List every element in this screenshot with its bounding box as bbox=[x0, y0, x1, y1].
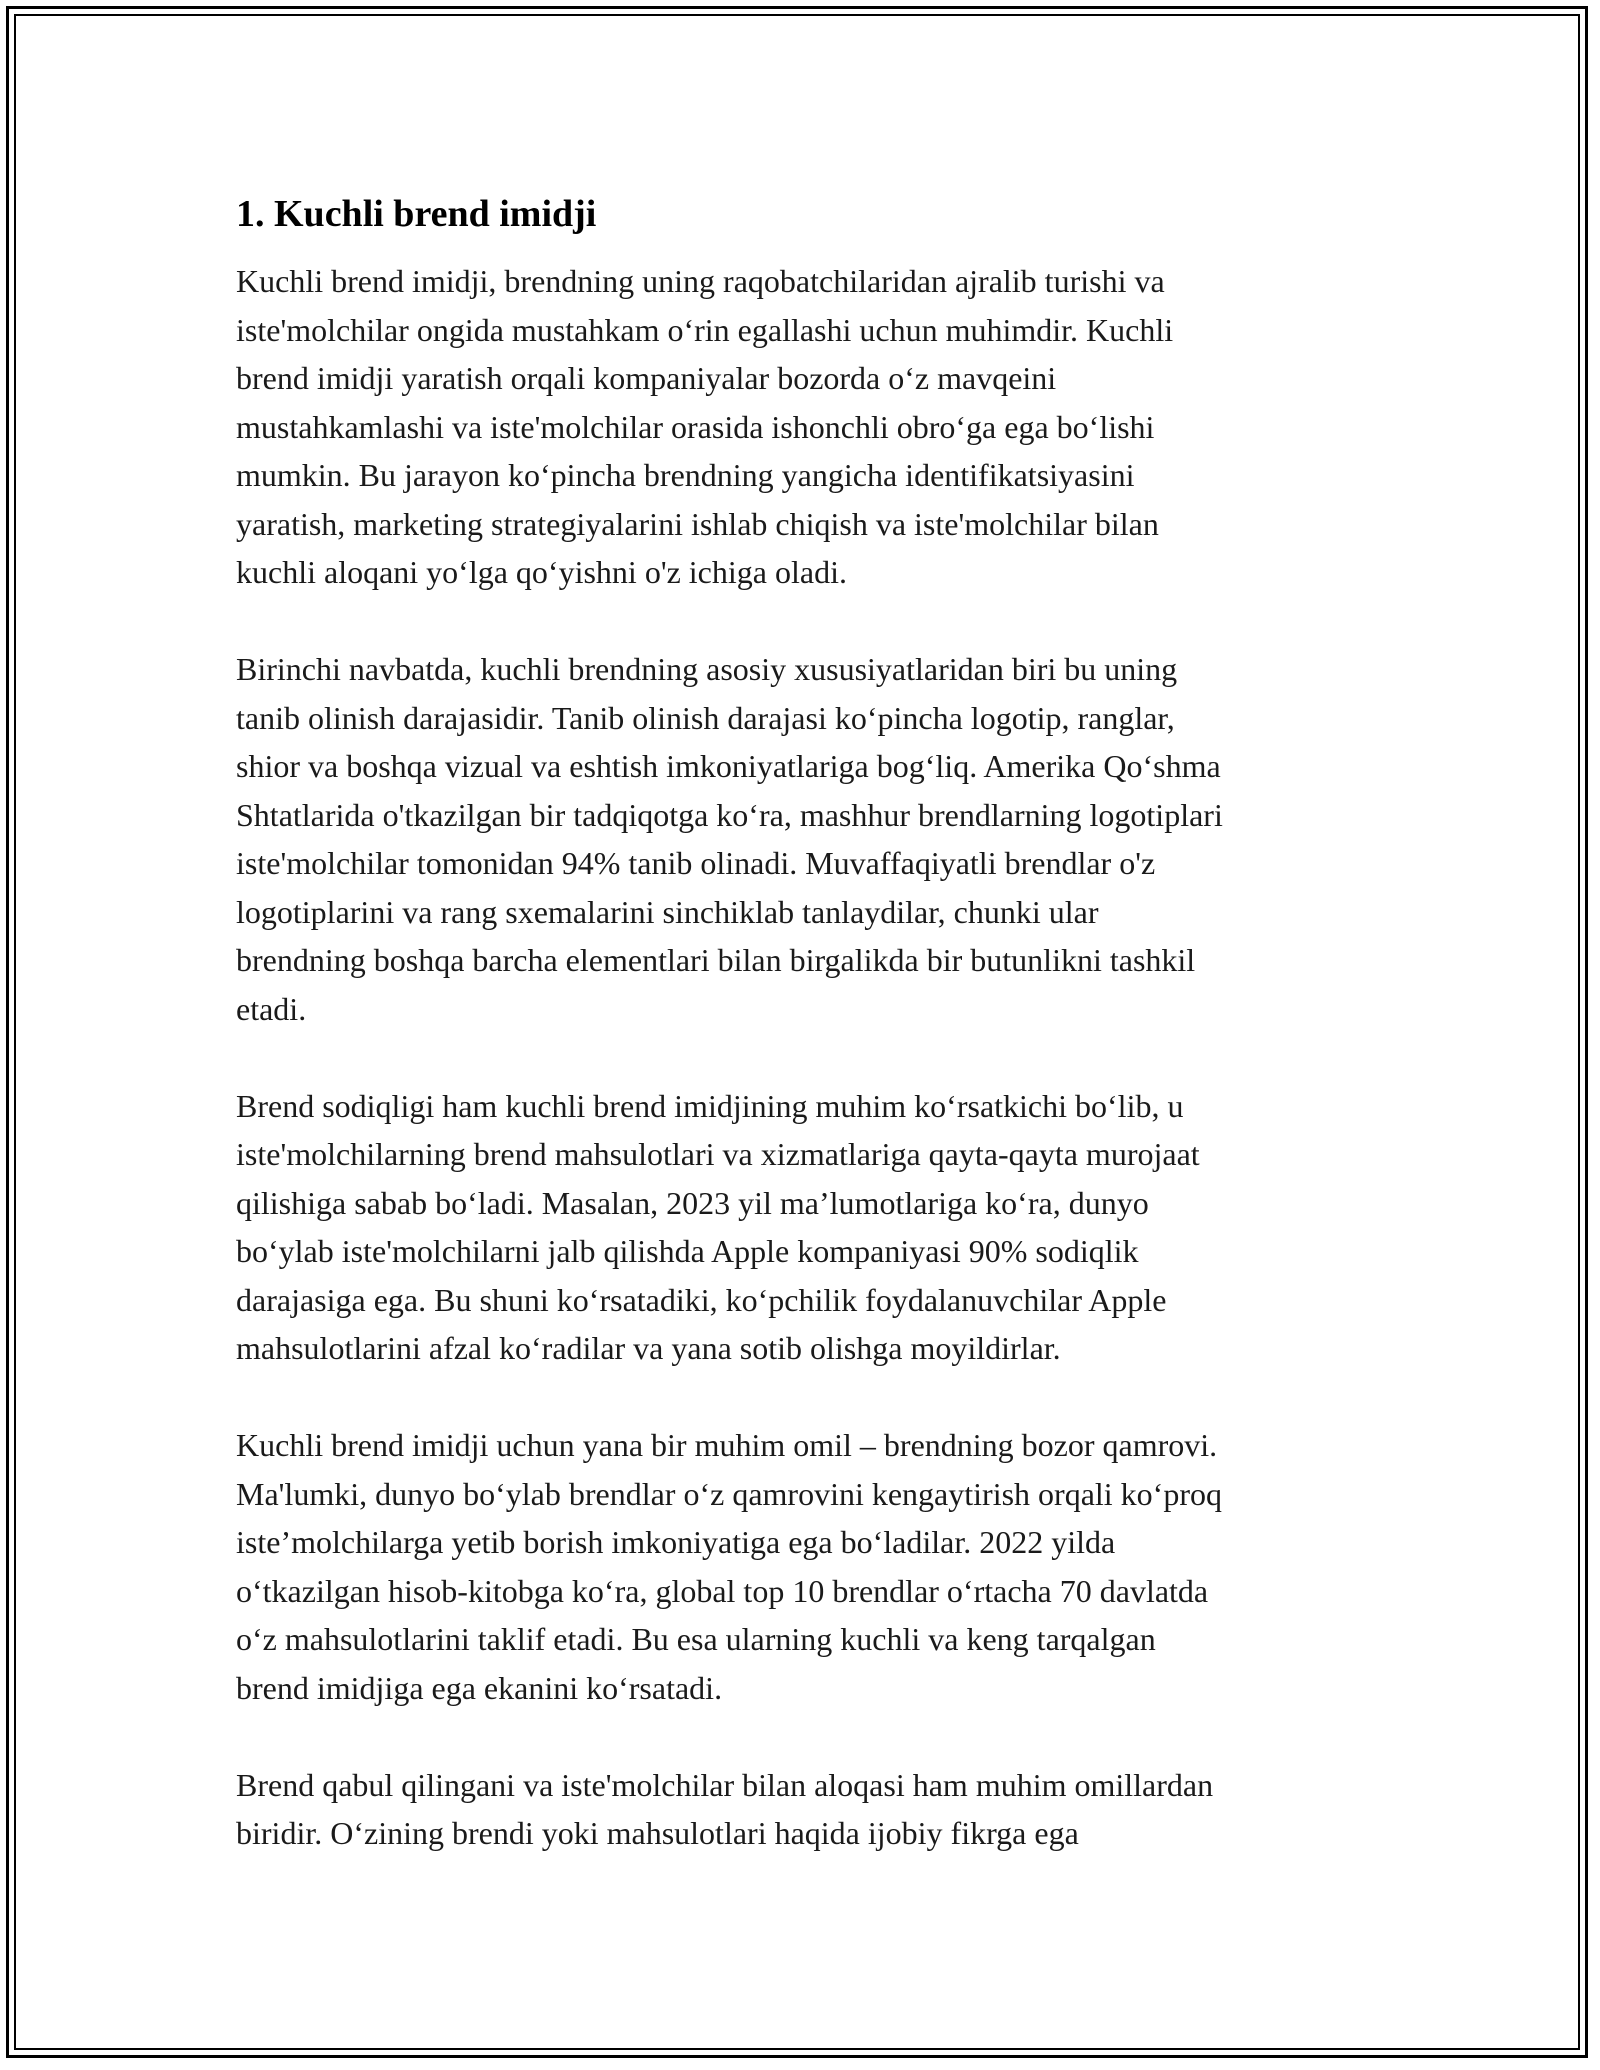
section-heading: 1. Kuchli brend imidji bbox=[236, 193, 597, 235]
paragraph-market-reach: Kuchli brend imidji uchun yana bir muhim omil – brendning bozor qamrovi. Ma'lumki, dunyo bo‘ylab brendlar o‘z qamrovini kengaytirish orqali ko‘proq iste’molchilarga yetib borish imkoniyatiga ega bo‘ladilar. 2022 yilda o‘tkazilgan hisob-kitobga ko‘ra, global top 10 brendlar o‘rtacha 70 davlatda o‘z mahsulotlarini taklif etadi. Bu esa ularning kuchli va keng tarqalgan brend imidjiga ega ekanini ko‘rsatadi. bbox=[236, 1427, 1222, 1706]
document-body bbox=[236, 185, 1376, 1906]
paragraph-recognition: Birinchi navbatda, kuchli brendning asosiy xususiyatlaridan biri bu uning tanib olinish darajasidir. Tanib olinish darajasi ko‘pincha logotip, ranglar, shior va boshqa vizual va eshtish imkoniyatlariga bog‘liq. Amerika Qo‘shma Shtatlarida o'tkazilgan bir tadqiqotga ko‘ra, mashhur brendlarning logotiplari iste'molchilar tomonidan 94% tanib olinadi. Muvaffaqiyatli brendlar o'z logotiplarini va rang sxemalarini sinchiklab tanlaydilar, chunki ular brendning boshqa barcha elementlari bilan birgalikda bir butunlikni tashkil etadi. bbox=[236, 651, 1223, 1027]
paragraph-brand-image: Kuchli brend imidji, brendning uning raqobatchilaridan ajralib turishi va iste'molchilar ongida mustahkam o‘rin egallashi uchun muhimdir. Kuchli brend imidji yaratish orqali kompaniyalar bozorda o‘z mavqeini mustahkamlashi va iste'molchilar orasida ishonchli obro‘ga ega bo‘lishi mumkin. Bu jarayon ko‘pincha brendning yangicha identifikatsiyasini yaratish, marketing strategiyalarini ishlab chiqish va iste'molchilar bilan kuchli aloqani yo‘lga qo‘yishni o'z ichiga oladi. bbox=[236, 263, 1174, 590]
paragraph-loyalty: Brend sodiqligi ham kuchli brend imidjining muhim ko‘rsatkichi bo‘lib, u iste'molchilarning brend mahsulotlari va xizmatlariga qayta-qayta murojaat qilishiga sabab bo‘ladi. Masalan, 2023 yil ma’lumotlariga ko‘ra, dunyo bo‘ylab iste'molchilarni jalb qilishda Apple kompaniyasi 90% sodiqlik darajasiga ega. Bu shuni ko‘rsatadiki, ko‘pchilik foydalanuvchilar Apple mahsulotlarini afzal ko‘radilar va yana sotib olishga moyildirlar. bbox=[236, 1087, 1200, 1366]
paragraph-acceptance: Brend qabul qilingani va iste'molchilar bilan aloqasi ham muhim omillardan biridir. O‘zining brendi yoki mahsulotlari haqida ijobiy fikrga ega bbox=[236, 1766, 1214, 1851]
